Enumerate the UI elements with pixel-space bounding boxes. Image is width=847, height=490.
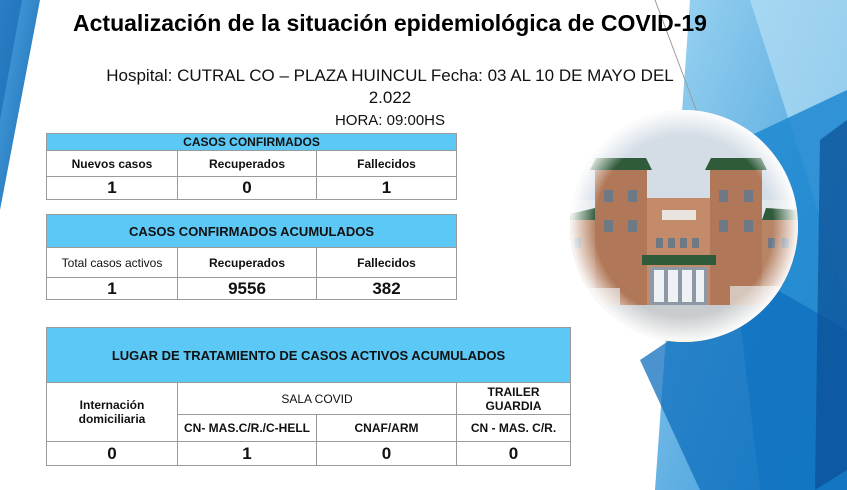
hospital-photo bbox=[570, 110, 798, 342]
column-header: Recuperados bbox=[178, 248, 317, 278]
cnaf-arm-value: 0 bbox=[317, 442, 457, 466]
page-title: Actualización de la situación epidemiológica de COVID-19 bbox=[73, 10, 707, 36]
trailer-value: 0 bbox=[457, 442, 571, 466]
column-header: Fallecidos bbox=[317, 248, 457, 278]
column-header: Total casos activos bbox=[47, 248, 178, 278]
column-header: Nuevos casos bbox=[47, 151, 178, 177]
column-header: Fallecidos bbox=[317, 151, 457, 177]
casos-confirmados-heading: CASOS CONFIRMADOS bbox=[47, 134, 457, 151]
sub-column-header: CN- MAS.C/R./C-HELL bbox=[178, 415, 317, 442]
internacion-value: 0 bbox=[47, 442, 178, 466]
lugar-tratamiento-heading: LUGAR DE TRATAMIENTO DE CASOS ACTIVOS ACUMULADOS bbox=[47, 328, 571, 383]
total-activos-value: 1 bbox=[47, 278, 178, 300]
recuperados-acumulados-value: 9556 bbox=[178, 278, 317, 300]
sub-column-header: CN - MAS. C/R. bbox=[457, 415, 571, 442]
casos-confirmados-table bbox=[46, 133, 457, 200]
sub-column-header: CNAF/ARM bbox=[317, 415, 457, 442]
sala-covid-label: SALA COVID bbox=[178, 383, 457, 415]
lugar-tratamiento-table bbox=[46, 327, 571, 466]
hospital-building-icon bbox=[570, 110, 798, 342]
cn-mas-chell-value: 1 bbox=[178, 442, 317, 466]
hospital-date-line: Hospital: CUTRAL CO – PLAZA HUINCUL Fecha: 03 AL 10 DE MAYO DEL 2.022 bbox=[106, 66, 674, 107]
recuperados-value: 0 bbox=[178, 177, 317, 200]
trailer-guardia-label: TRAILER GUARDIA bbox=[457, 383, 571, 415]
column-header: Recuperados bbox=[178, 151, 317, 177]
fallecidos-value: 1 bbox=[317, 177, 457, 200]
fallecidos-acumulados-value: 382 bbox=[317, 278, 457, 300]
casos-acumulados-heading: CASOS CONFIRMADOS ACUMULADOS bbox=[47, 215, 457, 248]
nuevos-casos-value: 1 bbox=[47, 177, 178, 200]
casos-acumulados-table bbox=[46, 214, 457, 300]
internacion-domiciliaria-label: Internación domiciliaria bbox=[47, 383, 178, 442]
report-time: HORA: 09:00HS bbox=[334, 112, 446, 129]
